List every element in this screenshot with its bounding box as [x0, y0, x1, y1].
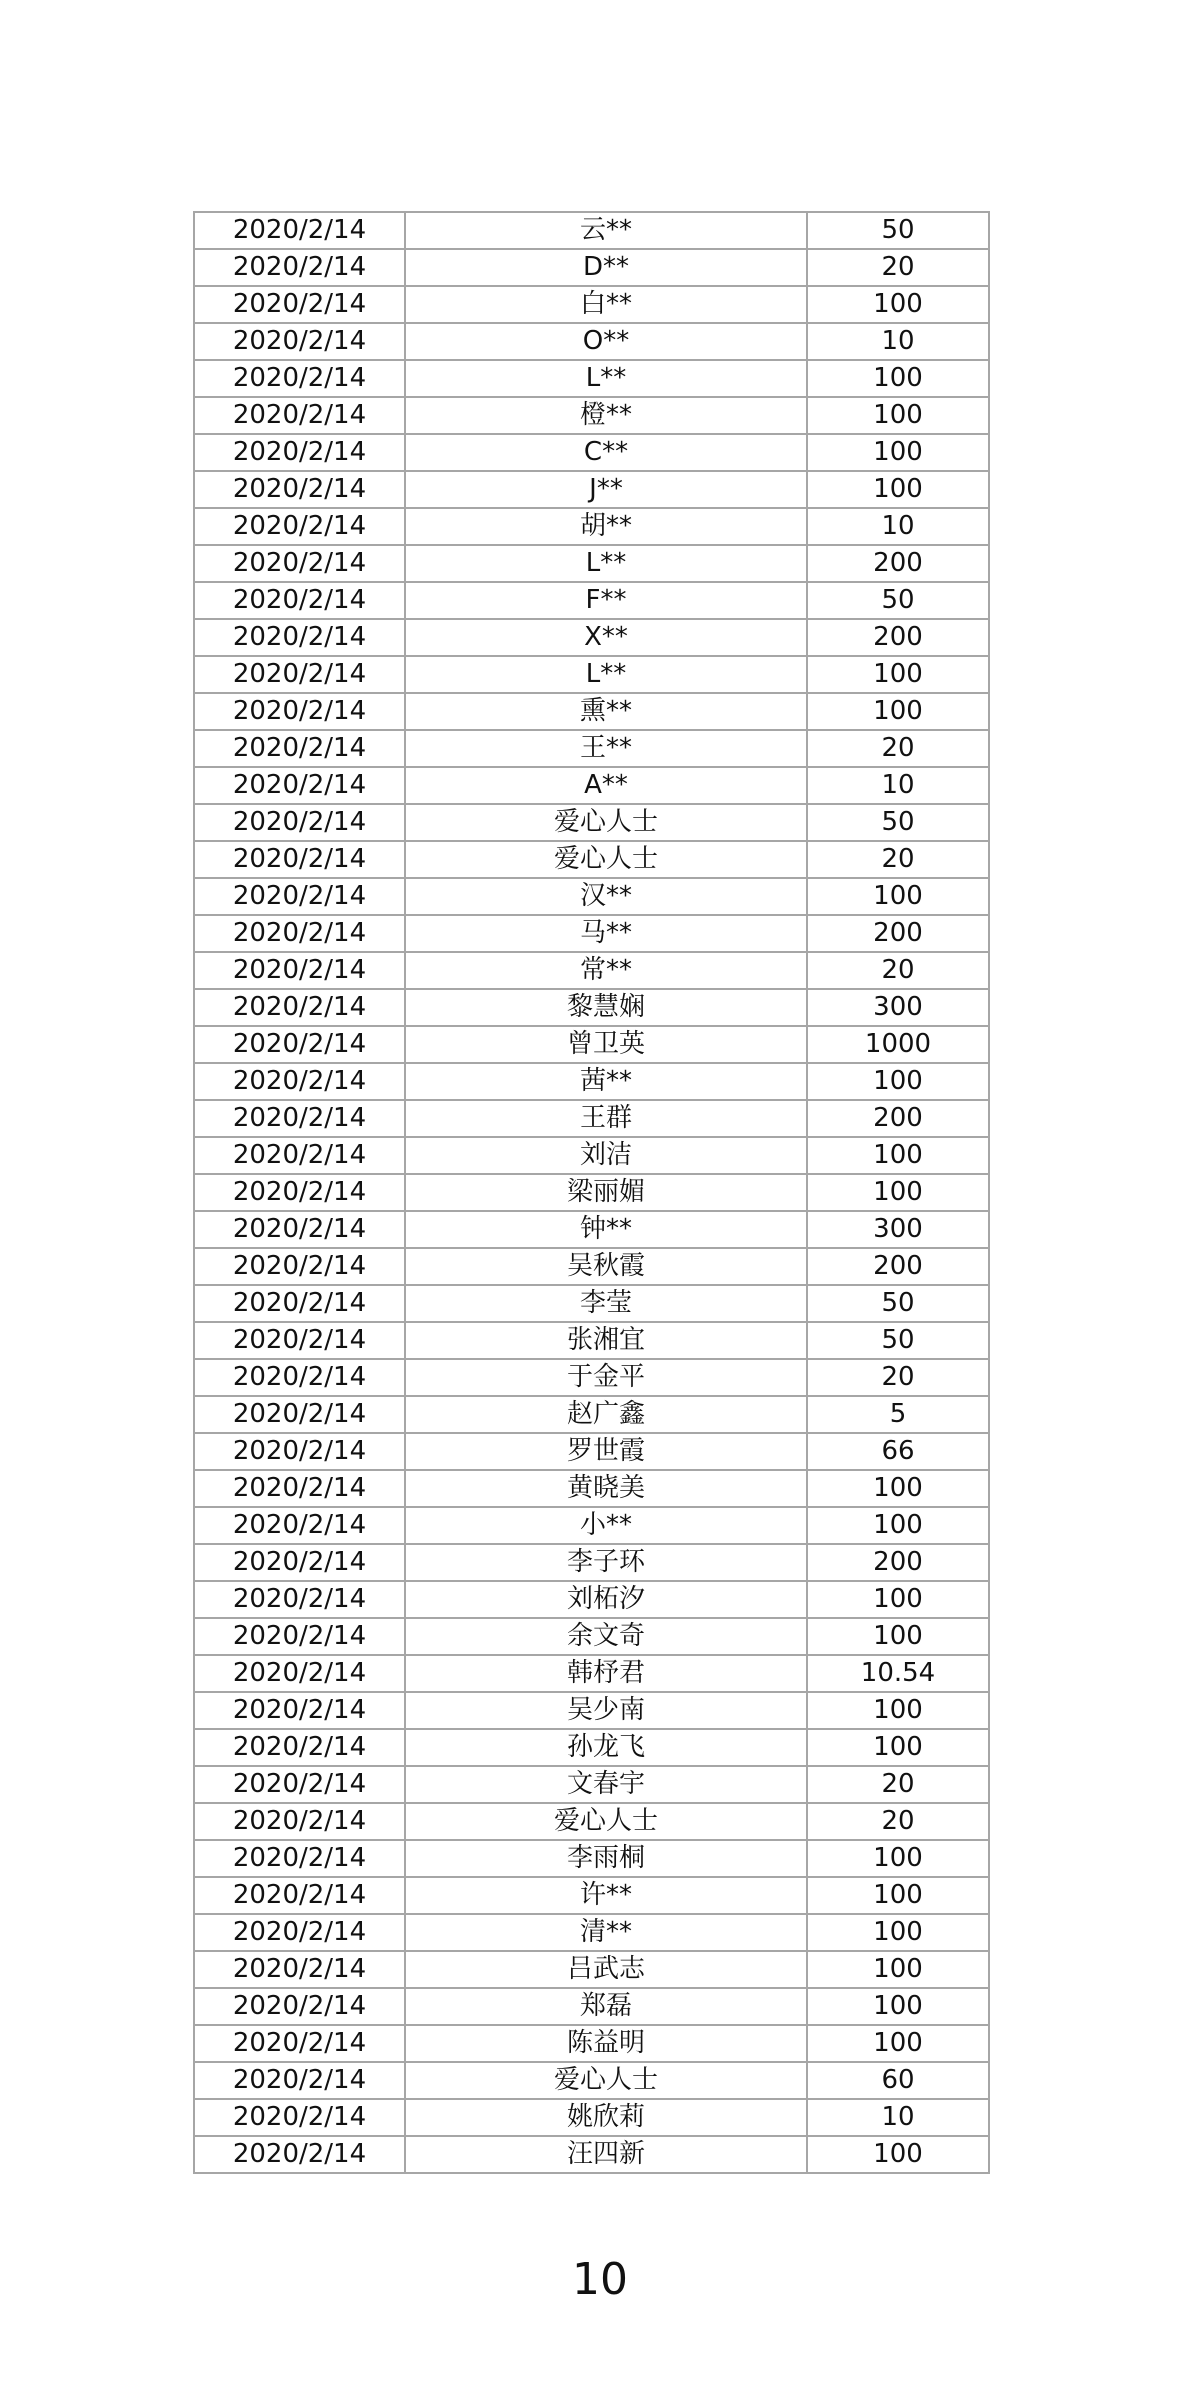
date-cell: 2020/2/14	[194, 1396, 405, 1433]
amount-cell: 100	[807, 1618, 989, 1655]
table-row	[194, 1803, 989, 1840]
amount-cell: 50	[807, 804, 989, 841]
donor-name-cell: 王**	[405, 730, 807, 767]
amount-cell: 200	[807, 1100, 989, 1137]
table-row	[194, 841, 989, 878]
amount-cell: 100	[807, 1174, 989, 1211]
donor-name-cell: 钟**	[405, 1211, 807, 1248]
donor-name-cell: 李莹	[405, 1285, 807, 1322]
donor-name-cell: 韩杼君	[405, 1655, 807, 1692]
date-cell: 2020/2/14	[194, 1322, 405, 1359]
donor-name-cell: 刘柘汐	[405, 1581, 807, 1618]
table-row	[194, 952, 989, 989]
table-row	[194, 989, 989, 1026]
amount-cell: 60	[807, 2062, 989, 2099]
table-row	[194, 508, 989, 545]
date-cell: 2020/2/14	[194, 1581, 405, 1618]
donor-name-cell: 赵广鑫	[405, 1396, 807, 1433]
table-row	[194, 434, 989, 471]
table-row	[194, 804, 989, 841]
date-cell: 2020/2/14	[194, 1544, 405, 1581]
table-row	[194, 1285, 989, 1322]
amount-cell: 100	[807, 1914, 989, 1951]
donor-name-cell: 李雨桐	[405, 1840, 807, 1877]
amount-cell: 300	[807, 989, 989, 1026]
donor-name-cell: 常**	[405, 952, 807, 989]
amount-cell: 100	[807, 693, 989, 730]
date-cell: 2020/2/14	[194, 1840, 405, 1877]
date-cell: 2020/2/14	[194, 1618, 405, 1655]
donor-name-cell: 清**	[405, 1914, 807, 1951]
amount-cell: 50	[807, 1285, 989, 1322]
amount-cell: 100	[807, 1840, 989, 1877]
date-cell: 2020/2/14	[194, 582, 405, 619]
amount-cell: 100	[807, 1063, 989, 1100]
date-cell: 2020/2/14	[194, 434, 405, 471]
donor-name-cell: C**	[405, 434, 807, 471]
amount-cell: 200	[807, 915, 989, 952]
amount-cell: 100	[807, 397, 989, 434]
donor-name-cell: 文春宇	[405, 1766, 807, 1803]
donor-name-cell: 姚欣莉	[405, 2099, 807, 2136]
donor-name-cell: L**	[405, 545, 807, 582]
amount-cell: 1000	[807, 1026, 989, 1063]
amount-cell: 100	[807, 1729, 989, 1766]
date-cell: 2020/2/14	[194, 619, 405, 656]
table-row	[194, 1840, 989, 1877]
donor-name-cell: D**	[405, 249, 807, 286]
amount-cell: 300	[807, 1211, 989, 1248]
table-row	[194, 286, 989, 323]
date-cell: 2020/2/14	[194, 1211, 405, 1248]
donor-name-cell: 汪四新	[405, 2136, 807, 2173]
date-cell: 2020/2/14	[194, 1433, 405, 1470]
table-row	[194, 1211, 989, 1248]
table-row	[194, 1396, 989, 1433]
date-cell: 2020/2/14	[194, 841, 405, 878]
date-cell: 2020/2/14	[194, 1137, 405, 1174]
amount-cell: 50	[807, 582, 989, 619]
table-row	[194, 1877, 989, 1914]
amount-cell: 66	[807, 1433, 989, 1470]
amount-cell: 20	[807, 952, 989, 989]
amount-cell: 100	[807, 360, 989, 397]
table-row	[194, 767, 989, 804]
table-row	[194, 212, 989, 249]
date-cell: 2020/2/14	[194, 2062, 405, 2099]
date-cell: 2020/2/14	[194, 915, 405, 952]
date-cell: 2020/2/14	[194, 249, 405, 286]
date-cell: 2020/2/14	[194, 212, 405, 249]
table-row	[194, 1618, 989, 1655]
table-row	[194, 878, 989, 915]
donor-name-cell: F**	[405, 582, 807, 619]
table-row	[194, 323, 989, 360]
donor-name-cell: O**	[405, 323, 807, 360]
donor-name-cell: 吴秋霞	[405, 1248, 807, 1285]
donor-name-cell: J**	[405, 471, 807, 508]
donor-name-cell: 于金平	[405, 1359, 807, 1396]
donor-name-cell: L**	[405, 360, 807, 397]
date-cell: 2020/2/14	[194, 1988, 405, 2025]
table-row	[194, 2099, 989, 2136]
table-row	[194, 471, 989, 508]
date-cell: 2020/2/14	[194, 1655, 405, 1692]
donor-name-cell: 爱心人士	[405, 1803, 807, 1840]
date-cell: 2020/2/14	[194, 1914, 405, 1951]
amount-cell: 100	[807, 656, 989, 693]
date-cell: 2020/2/14	[194, 1877, 405, 1914]
donor-name-cell: 吴少南	[405, 1692, 807, 1729]
date-cell: 2020/2/14	[194, 804, 405, 841]
date-cell: 2020/2/14	[194, 767, 405, 804]
table-row	[194, 1507, 989, 1544]
amount-cell: 100	[807, 1470, 989, 1507]
date-cell: 2020/2/14	[194, 286, 405, 323]
table-row	[194, 1914, 989, 1951]
table-row	[194, 1544, 989, 1581]
donor-name-cell: 陈益明	[405, 2025, 807, 2062]
date-cell: 2020/2/14	[194, 1248, 405, 1285]
date-cell: 2020/2/14	[194, 471, 405, 508]
donor-name-cell: A**	[405, 767, 807, 804]
table-row	[194, 2062, 989, 2099]
amount-cell: 50	[807, 1322, 989, 1359]
date-cell: 2020/2/14	[194, 2099, 405, 2136]
donor-name-cell: X**	[405, 619, 807, 656]
donor-name-cell: 熏**	[405, 693, 807, 730]
amount-cell: 20	[807, 249, 989, 286]
donor-name-cell: 刘洁	[405, 1137, 807, 1174]
amount-cell: 200	[807, 1248, 989, 1285]
table-row	[194, 1322, 989, 1359]
donor-name-cell: 梁丽媚	[405, 1174, 807, 1211]
donor-name-cell: 黎慧娴	[405, 989, 807, 1026]
donor-name-cell: 曾卫英	[405, 1026, 807, 1063]
amount-cell: 10.54	[807, 1655, 989, 1692]
table-row	[194, 360, 989, 397]
date-cell: 2020/2/14	[194, 360, 405, 397]
donor-name-cell: 爱心人士	[405, 2062, 807, 2099]
donor-name-cell: 爱心人士	[405, 841, 807, 878]
donor-name-cell: 王群	[405, 1100, 807, 1137]
amount-cell: 10	[807, 2099, 989, 2136]
table-row	[194, 582, 989, 619]
amount-cell: 20	[807, 841, 989, 878]
amount-cell: 200	[807, 1544, 989, 1581]
amount-cell: 100	[807, 1988, 989, 2025]
table-row	[194, 2025, 989, 2062]
table-row	[194, 1729, 989, 1766]
date-cell: 2020/2/14	[194, 1100, 405, 1137]
amount-cell: 100	[807, 434, 989, 471]
donor-name-cell: 小**	[405, 1507, 807, 1544]
table-row	[194, 1100, 989, 1137]
table-row	[194, 1026, 989, 1063]
amount-cell: 10	[807, 508, 989, 545]
donor-name-cell: 胡**	[405, 508, 807, 545]
date-cell: 2020/2/14	[194, 1507, 405, 1544]
date-cell: 2020/2/14	[194, 952, 405, 989]
donor-name-cell: 许**	[405, 1877, 807, 1914]
amount-cell: 100	[807, 1692, 989, 1729]
table-body	[194, 212, 989, 2173]
table-row	[194, 1137, 989, 1174]
date-cell: 2020/2/14	[194, 1285, 405, 1322]
donor-name-cell: 马**	[405, 915, 807, 952]
date-cell: 2020/2/14	[194, 1063, 405, 1100]
date-cell: 2020/2/14	[194, 1729, 405, 1766]
amount-cell: 20	[807, 1766, 989, 1803]
donor-name-cell: L**	[405, 656, 807, 693]
table-row	[194, 1433, 989, 1470]
amount-cell: 10	[807, 323, 989, 360]
amount-cell: 100	[807, 878, 989, 915]
date-cell: 2020/2/14	[194, 1951, 405, 1988]
donor-name-cell: 吕武志	[405, 1951, 807, 1988]
table-row	[194, 693, 989, 730]
date-cell: 2020/2/14	[194, 508, 405, 545]
date-cell: 2020/2/14	[194, 2136, 405, 2173]
date-cell: 2020/2/14	[194, 323, 405, 360]
date-cell: 2020/2/14	[194, 1174, 405, 1211]
date-cell: 2020/2/14	[194, 1766, 405, 1803]
table-row	[194, 1174, 989, 1211]
date-cell: 2020/2/14	[194, 1026, 405, 1063]
amount-cell: 50	[807, 212, 989, 249]
table-row	[194, 1692, 989, 1729]
donor-name-cell: 汉**	[405, 878, 807, 915]
table-row	[194, 1988, 989, 2025]
table-row	[194, 2136, 989, 2173]
table-row	[194, 730, 989, 767]
amount-cell: 100	[807, 1137, 989, 1174]
table-row	[194, 915, 989, 952]
date-cell: 2020/2/14	[194, 397, 405, 434]
table-row	[194, 1581, 989, 1618]
date-cell: 2020/2/14	[194, 1803, 405, 1840]
donor-name-cell: 白**	[405, 286, 807, 323]
amount-cell: 100	[807, 286, 989, 323]
table-row	[194, 1766, 989, 1803]
amount-cell: 10	[807, 767, 989, 804]
donor-name-cell: 黄晓美	[405, 1470, 807, 1507]
date-cell: 2020/2/14	[194, 693, 405, 730]
table-row	[194, 619, 989, 656]
table-row	[194, 1470, 989, 1507]
donor-name-cell: 李子环	[405, 1544, 807, 1581]
amount-cell: 20	[807, 730, 989, 767]
donor-name-cell: 孙龙飞	[405, 1729, 807, 1766]
amount-cell: 200	[807, 619, 989, 656]
amount-cell: 100	[807, 1877, 989, 1914]
donor-name-cell: 罗世霞	[405, 1433, 807, 1470]
donor-name-cell: 爱心人士	[405, 804, 807, 841]
date-cell: 2020/2/14	[194, 1470, 405, 1507]
date-cell: 2020/2/14	[194, 656, 405, 693]
table-row	[194, 249, 989, 286]
table-row	[194, 1359, 989, 1396]
table-row	[194, 1063, 989, 1100]
date-cell: 2020/2/14	[194, 1692, 405, 1729]
amount-cell: 100	[807, 2136, 989, 2173]
date-cell: 2020/2/14	[194, 989, 405, 1026]
date-cell: 2020/2/14	[194, 1359, 405, 1396]
amount-cell: 200	[807, 545, 989, 582]
date-cell: 2020/2/14	[194, 545, 405, 582]
amount-cell: 20	[807, 1359, 989, 1396]
donor-name-cell: 茜**	[405, 1063, 807, 1100]
table-row	[194, 656, 989, 693]
donor-name-cell: 郑磊	[405, 1988, 807, 2025]
donor-name-cell: 余文奇	[405, 1618, 807, 1655]
amount-cell: 100	[807, 1507, 989, 1544]
donor-name-cell: 张湘宜	[405, 1322, 807, 1359]
page-number: 10	[572, 2254, 628, 2305]
table-row	[194, 1655, 989, 1692]
date-cell: 2020/2/14	[194, 2025, 405, 2062]
amount-cell: 100	[807, 471, 989, 508]
amount-cell: 5	[807, 1396, 989, 1433]
table-row	[194, 545, 989, 582]
donor-name-cell: 橙**	[405, 397, 807, 434]
date-cell: 2020/2/14	[194, 730, 405, 767]
donation-table	[193, 211, 990, 2174]
amount-cell: 100	[807, 1951, 989, 1988]
table-row	[194, 1951, 989, 1988]
date-cell: 2020/2/14	[194, 878, 405, 915]
donor-name-cell: 云**	[405, 212, 807, 249]
amount-cell: 20	[807, 1803, 989, 1840]
amount-cell: 100	[807, 1581, 989, 1618]
amount-cell: 100	[807, 2025, 989, 2062]
table-row	[194, 1248, 989, 1285]
table-row	[194, 397, 989, 434]
